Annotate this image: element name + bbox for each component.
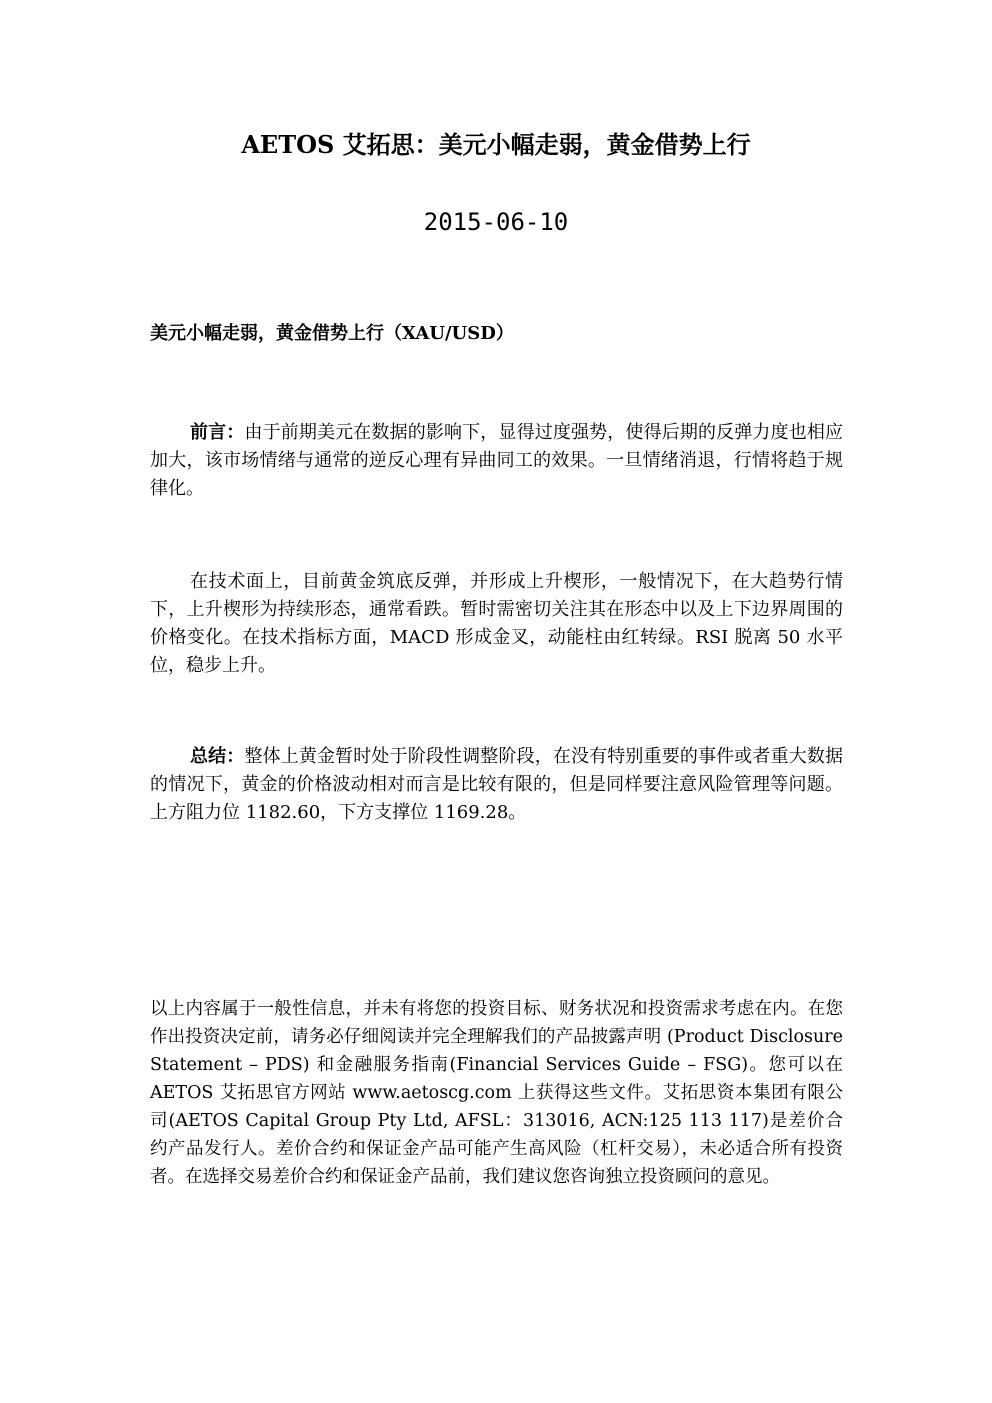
- summary-label: 总结：: [190, 746, 245, 767]
- disclaimer-paragraph: [150, 995, 843, 1191]
- section-heading: 美元小幅走弱，黄金借势上行（XAU/USD）: [150, 323, 514, 344]
- preface-text: 由于前期美元在数据的影响下，显得过度强势，使得后期的反弹力度也相应加大，该市场情绪与通常的逆反心理有异曲同工的效果。一旦情绪消退，行情将趋于规律化。: [150, 422, 844, 499]
- document-title: AETOS 艾拓思：美元小幅走弱，黄金借势上行: [241, 130, 751, 159]
- technical-analysis-paragraph: [150, 568, 843, 680]
- document-date: 2015-06-10: [423, 208, 569, 236]
- summary-text: 整体上黄金暂时处于阶段性调整阶段，在没有特别重要的事件或者重大数据的情况下，黄金的价格波动相对而言是比较有限的，但是同样要注意风险管理等问题。上方阻力位 1182.60，下方支撑位 1169.28。: [150, 746, 844, 823]
- preface-label: 前言：: [190, 422, 245, 443]
- summary-paragraph: [150, 743, 843, 827]
- preface-paragraph: [150, 419, 843, 503]
- disclaimer-text: 以上内容属于一般性信息，并未有将您的投资目标、财务状况和投资需求考虑在内。在您作出投资决定前，请务必仔细阅读并完全理解我们的产品披露声明 (Product Disclosure Statement – PDS) 和金融服务指南(Financial Services Guide – FSG)。您可以在 AETOS 艾拓思官方网站 www.aetoscg.com 上获得这些文件。艾拓思资本集团有限公司(AETOS Capital Group Pty Ltd, AFSL：313016, ACN:125 113 117)是差价合约产品发行人。差价合约和保证金产品可能产生高风险（杠杆交易），未必适合所有投资者。在选择交易差价合约和保证金产品前，我们建议您咨询独立投资顾问的意见。: [150, 999, 843, 1187]
- technical-text: 在技术面上，目前黄金筑底反弹，并形成上升楔形，一般情况下，在大趋势行情下，上升楔形为持续形态，通常看跌。暂时需密切关注其在形态中以及上下边界周围的价格变化。在技术指标方面，MACD 形成金叉，动能柱由红转绿。RSI 脱离 50 水平位，稳步上升。: [150, 571, 843, 676]
